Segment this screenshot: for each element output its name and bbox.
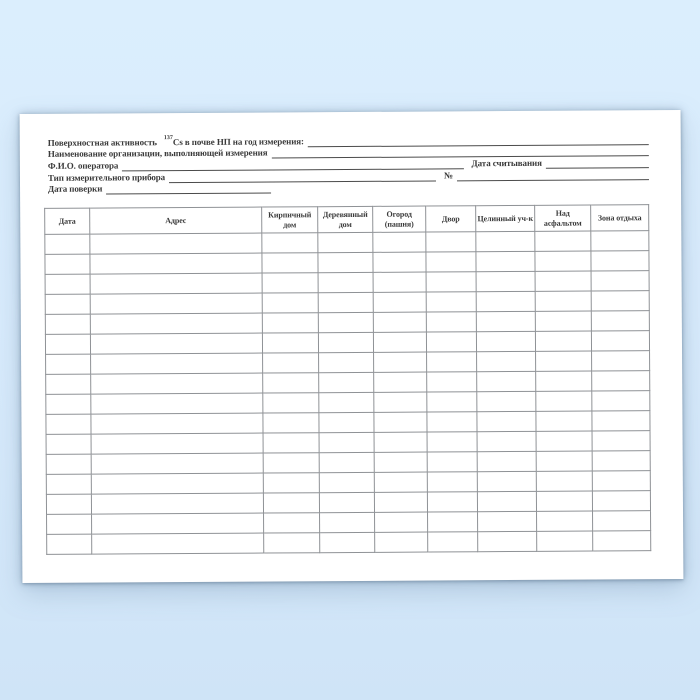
table-cell xyxy=(319,492,374,512)
table-cell xyxy=(477,431,536,451)
table-cell xyxy=(91,493,263,514)
table-cell xyxy=(319,392,374,412)
table-cell xyxy=(91,413,263,434)
table-cell xyxy=(427,432,477,452)
table-cell xyxy=(374,372,427,392)
table-cell xyxy=(91,353,263,374)
device-type-label: Тип измерительного прибора xyxy=(47,171,166,183)
table-cell xyxy=(592,451,650,471)
table-cell xyxy=(535,311,591,331)
table-cell xyxy=(592,371,650,391)
table-cell xyxy=(536,491,592,511)
table-cell xyxy=(319,472,374,492)
table-cell xyxy=(535,331,591,351)
table-cell xyxy=(536,451,592,471)
table-cell xyxy=(262,333,318,353)
table-cell xyxy=(427,352,477,372)
table-cell xyxy=(477,351,536,371)
reading-date-label: Дата считывания xyxy=(471,157,542,169)
table-cell xyxy=(318,292,373,312)
table-cell xyxy=(591,251,649,271)
table-cell xyxy=(373,232,426,252)
table-cell xyxy=(374,412,427,432)
calibration-date-label: Дата поверки xyxy=(48,183,103,195)
blank-line xyxy=(106,185,271,195)
table-cell xyxy=(374,432,427,452)
table-cell xyxy=(537,511,593,531)
table-cell xyxy=(591,291,649,311)
table-header-row xyxy=(45,205,649,235)
table-cell xyxy=(535,231,591,251)
organization-label: Наименование организации, выполняющей измерения xyxy=(47,147,268,160)
table-cell xyxy=(536,431,592,451)
table-cell xyxy=(477,491,536,511)
table-cell xyxy=(592,351,650,371)
column-header: Деревянный дом xyxy=(318,206,373,232)
column-header: Двор xyxy=(426,206,476,232)
table-cell xyxy=(319,432,374,452)
table-cell xyxy=(477,451,536,471)
table-cell xyxy=(45,294,90,314)
table-cell xyxy=(263,493,319,513)
blank-line xyxy=(457,171,649,181)
table-cell xyxy=(477,411,536,431)
table-cell xyxy=(90,293,262,314)
table-cell xyxy=(318,332,373,352)
table-cell xyxy=(476,231,535,251)
table-cell xyxy=(374,472,427,492)
column-header: Зона отдыха xyxy=(591,205,649,231)
table-cell xyxy=(535,271,591,291)
table-cell xyxy=(319,352,374,372)
table-cell xyxy=(373,332,426,352)
table-cell xyxy=(476,311,535,331)
table-cell xyxy=(45,234,90,254)
column-header: Над асфальтом xyxy=(535,205,591,231)
table-cell xyxy=(375,512,428,532)
table-cell xyxy=(90,273,262,294)
table-cell xyxy=(536,391,592,411)
table-cell xyxy=(476,251,535,271)
form-header xyxy=(48,133,649,195)
blank-line xyxy=(546,159,649,169)
table-cell xyxy=(263,473,319,493)
table-cell xyxy=(91,373,263,394)
table-cell xyxy=(318,232,373,252)
table-cell xyxy=(592,391,650,411)
table-cell xyxy=(318,312,373,332)
table-cell xyxy=(591,231,649,251)
table-cell xyxy=(320,512,375,532)
table-cell xyxy=(92,533,264,554)
table-cell xyxy=(262,293,318,313)
table-cell xyxy=(45,314,90,334)
table-cell xyxy=(427,372,477,392)
table-cell xyxy=(427,452,477,472)
table-cell xyxy=(46,454,91,474)
table-cell xyxy=(537,531,593,551)
blank-line xyxy=(169,172,436,183)
table-cell xyxy=(264,533,320,553)
table-cell xyxy=(46,474,91,494)
table-cell xyxy=(263,373,319,393)
column-header: Кирпичный дом xyxy=(262,207,318,233)
table-cell xyxy=(373,272,426,292)
table-cell xyxy=(426,272,476,292)
table-cell xyxy=(428,532,478,552)
table-cell xyxy=(262,233,318,253)
table-cell xyxy=(47,534,92,554)
table-cell xyxy=(373,292,426,312)
table-cell xyxy=(426,312,476,332)
measurement-table xyxy=(44,204,651,555)
table-cell xyxy=(427,392,477,412)
table-cell xyxy=(319,412,374,432)
table-cell xyxy=(535,291,591,311)
table-cell xyxy=(593,511,651,531)
table-cell xyxy=(592,431,650,451)
table-cell xyxy=(593,531,651,551)
table-cell xyxy=(318,272,373,292)
table-cell xyxy=(91,433,263,454)
table-cell xyxy=(427,472,477,492)
table-cell xyxy=(46,494,91,514)
paper-sheet xyxy=(20,110,684,583)
table-cell xyxy=(592,491,650,511)
table-cell xyxy=(477,371,536,391)
table-cell xyxy=(90,313,262,334)
table-cell xyxy=(476,291,535,311)
table-cell xyxy=(374,392,427,412)
table-cell xyxy=(373,312,426,332)
table-cell xyxy=(45,254,90,274)
table-cell xyxy=(374,492,427,512)
table-cell xyxy=(427,412,477,432)
table-cell xyxy=(478,511,537,531)
table-cell xyxy=(426,252,476,272)
table-cell xyxy=(91,473,263,494)
table-cell xyxy=(263,393,319,413)
table-row xyxy=(47,531,651,555)
table-cell xyxy=(536,411,592,431)
device-number-label: № xyxy=(443,170,453,181)
table-cell xyxy=(374,352,427,372)
column-header: Целинный уч-к xyxy=(476,205,535,231)
table-cell xyxy=(592,471,650,491)
table-cell xyxy=(262,273,318,293)
table-cell xyxy=(319,452,374,472)
table-cell xyxy=(478,531,537,551)
table-cell xyxy=(263,453,319,473)
column-header: Адрес xyxy=(90,207,262,234)
table-cell xyxy=(428,512,478,532)
table-cell xyxy=(318,252,373,272)
table-cell xyxy=(91,453,263,474)
table-cell xyxy=(45,334,90,354)
table-cell xyxy=(90,333,262,354)
table-cell xyxy=(90,253,262,274)
table-cell xyxy=(427,492,477,512)
column-header: Огород (пашня) xyxy=(373,206,426,232)
table-cell xyxy=(262,253,318,273)
table-cell xyxy=(90,233,262,254)
table-cell xyxy=(264,513,320,533)
table-cell xyxy=(426,292,476,312)
table-cell xyxy=(477,391,536,411)
table-cell xyxy=(536,351,592,371)
isotope-mass-superscript: 137 xyxy=(163,135,173,142)
table-cell xyxy=(46,374,91,394)
table-cell xyxy=(46,394,91,414)
table-cell xyxy=(591,331,649,351)
table-cell xyxy=(45,274,90,294)
table-cell xyxy=(46,434,91,454)
table-cell xyxy=(262,313,318,333)
table-cell xyxy=(426,332,476,352)
table-cell xyxy=(91,393,263,414)
table-cell xyxy=(263,433,319,453)
table-cell xyxy=(535,251,591,271)
table-cell xyxy=(536,471,592,491)
column-header: Дата xyxy=(45,208,90,234)
table-cell xyxy=(92,513,264,534)
table-cell xyxy=(476,331,535,351)
table-cell xyxy=(476,271,535,291)
table-cell xyxy=(591,271,649,291)
table-cell xyxy=(426,232,476,252)
table-cell xyxy=(592,411,650,431)
operator-name-label: Ф.И.О. оператора xyxy=(47,160,119,171)
table-cell xyxy=(320,532,375,552)
table-cell xyxy=(536,371,592,391)
table-cell xyxy=(477,471,536,491)
table-cell xyxy=(591,311,649,331)
table-cell xyxy=(373,252,426,272)
table-cell xyxy=(46,414,91,434)
table-cell xyxy=(47,514,92,534)
activity-label: Поверхностная активность xyxy=(47,136,157,148)
table-cell xyxy=(46,354,91,374)
table-cell xyxy=(374,452,427,472)
table-cell xyxy=(319,372,374,392)
table-cell xyxy=(375,532,428,552)
activity-label-rest: Cs в почве НП на год измерения: xyxy=(172,135,304,147)
table-cell xyxy=(263,353,319,373)
table-cell xyxy=(263,413,319,433)
